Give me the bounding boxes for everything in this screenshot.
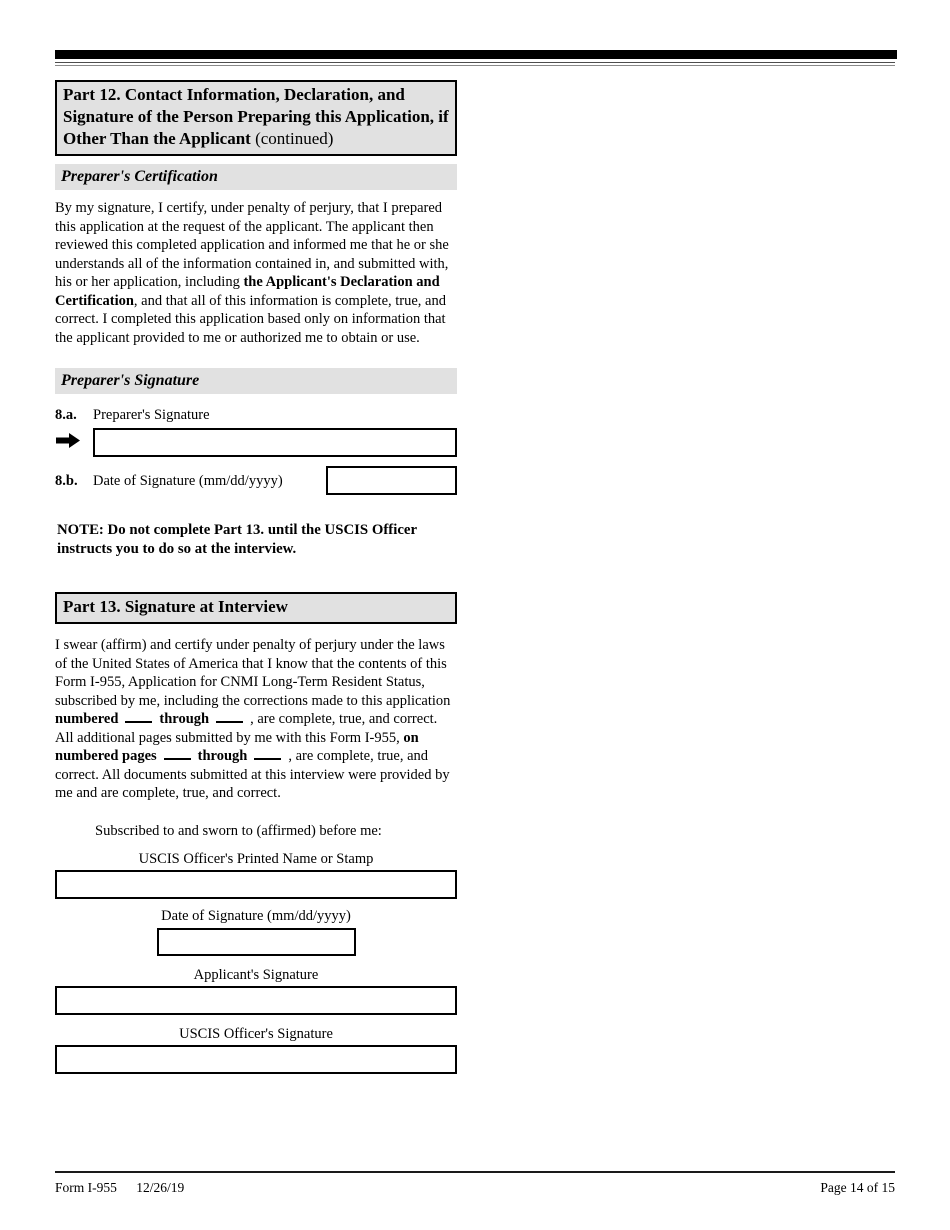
part12-header [55,80,457,156]
interview-date-of-signature-input[interactable] [157,928,356,956]
preparers-certification-text [55,199,457,347]
officer-printed-name-input[interactable] [55,870,457,899]
footer-page-indicator: Page 14 of 15 [820,1180,895,1195]
applicant-signature-input[interactable] [55,986,457,1015]
top-black-bar [55,50,897,59]
date-of-signature-input[interactable] [326,466,457,495]
certification-seg0: By my signature, I certify, under penalty of perjury, that I prepared this application at the request of the applicant. The applicant then reviewed this completed application and informed me that he or she understands all of the information contained in, and submitted with, his or her application, including [55,200,449,290]
arrow-icon [55,432,93,454]
oath-through-label-1: through [159,711,210,727]
pages-end-blank[interactable] [254,747,281,760]
oath-seg0: I swear (affirm) and certify under penalty of perjury under the laws of the United States of America that I know that the contents of this Form I-955, Application for CNMI Long-Term Resident Status, subscribed by me, including the corrections made to this application [55,637,451,709]
preparers-signature-heading: Preparer's Signature [55,368,457,394]
preparer-signature-input[interactable] [93,428,457,457]
footer-form-number: Form I-955 [55,1180,117,1195]
item-8a-row [55,406,457,424]
subscribed-sworn-line: Subscribed to and sworn to (affirmed) before me: [95,822,382,839]
footer-edition-date: 12/26/19 [136,1180,185,1195]
oath-seg6: , are complete, true, and correct. All documents submitted at this interview were provided by me and are complete, true, and correct. [55,748,450,801]
corrections-start-blank[interactable] [125,710,152,723]
preparers-certification-heading: Preparer's Certification [55,164,457,190]
interview-oath-text [55,636,457,803]
part13-title: Part 13. Signature at Interview [63,597,288,616]
pages-start-blank[interactable] [164,747,191,760]
part13-note: NOTE: Do not complete Part 13. until the USCIS Officer instructs you to do so at the interview. [57,522,417,557]
item-8b-label: Date of Signature (mm/dd/yyyy) [93,472,283,489]
part12-title: Part 12. Contact Information, Declaration, and Signature of the Person Preparing this Application, if Other Than the Applicant [63,85,449,148]
part13-header [55,592,457,624]
oath-numbered-label: numbered [55,711,119,727]
officer-signature-label: USCIS Officer's Signature [179,1025,333,1042]
item-8b-row [55,466,457,495]
officer-printed-name-label: USCIS Officer's Printed Name or Stamp [138,850,374,867]
oath-through-label-2: through [197,748,248,764]
item-8a-number: 8.a. [55,407,77,423]
certification-bold-phrase: the Applicant's Declaration and Certification [55,274,440,309]
footer-form-info [55,1180,184,1196]
top-double-rule [55,62,895,66]
item-8a-label: Preparer's Signature [93,407,210,423]
part12-continued: (continued) [255,129,334,148]
oath-seg3: , are complete, true, and correct. All additional pages submitted by me with this Form I-955, [55,711,438,746]
applicant-signature-label: Applicant's Signature [193,966,319,983]
form-content-column [55,80,457,1074]
certification-seg2: , and that all of this information is complete, true, and correct. I completed this application based only on information that the applicant provided to me or authorized me to obtain or use. [55,292,446,346]
interview-date-label: Date of Signature (mm/dd/yyyy) [161,907,351,924]
item-8a-field-row [55,428,457,457]
item-8b-number: 8.b. [55,472,78,489]
corrections-end-blank[interactable] [216,710,243,723]
page-footer [55,1171,895,1196]
officer-signature-input[interactable] [55,1045,457,1074]
oath-numbered-pages-label: on numbered pages [55,729,419,764]
